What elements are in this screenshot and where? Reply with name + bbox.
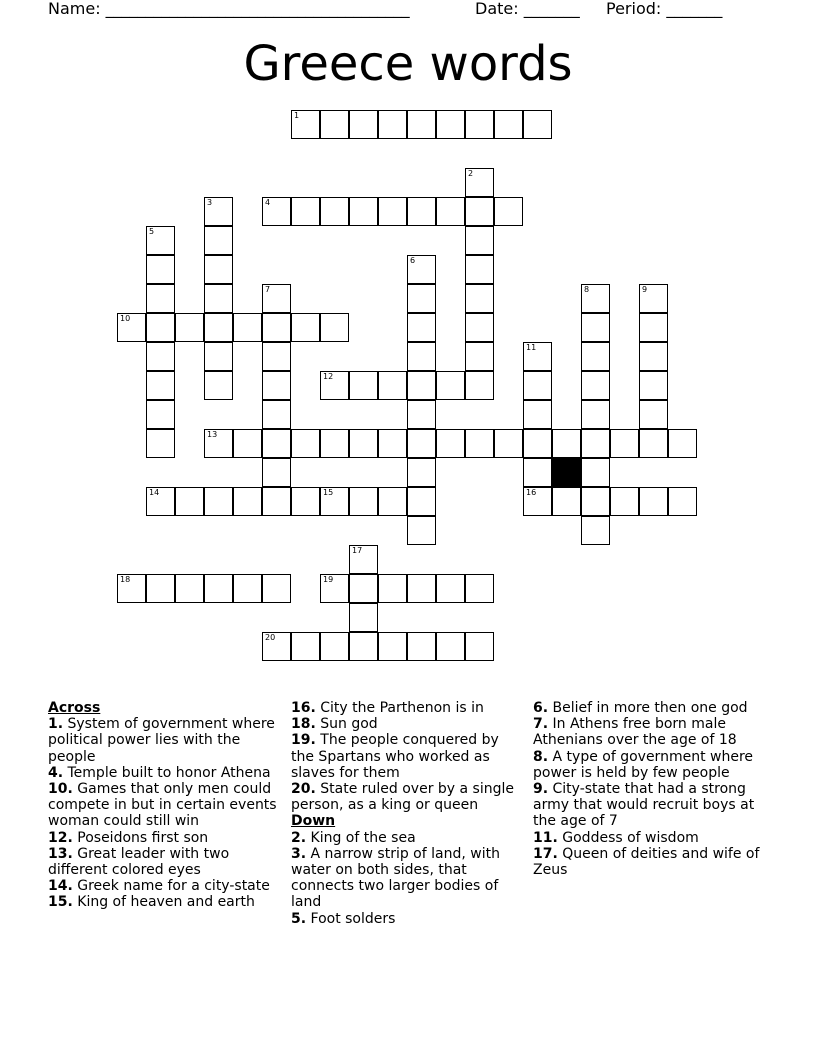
grid-cell[interactable] (494, 429, 523, 458)
grid-cell[interactable] (407, 574, 436, 603)
grid-cell[interactable] (320, 371, 349, 400)
period-field-label[interactable]: Period: _______ (606, 0, 723, 18)
clue-number: 18. (291, 716, 316, 733)
grid-cell[interactable] (233, 574, 262, 603)
grid-cell[interactable] (581, 458, 610, 487)
grid-cell[interactable] (581, 342, 610, 371)
grid-cell[interactable] (204, 226, 233, 255)
date-field-label[interactable]: Date: _______ (475, 0, 580, 18)
grid-cell[interactable] (552, 487, 581, 516)
grid-cell[interactable] (581, 400, 610, 429)
grid-cell[interactable] (291, 313, 320, 342)
grid-cell[interactable] (639, 284, 668, 313)
grid-cell[interactable] (204, 371, 233, 400)
grid-cell[interactable] (349, 574, 378, 603)
grid-cell[interactable] (117, 574, 146, 603)
grid-cell[interactable] (349, 603, 378, 632)
grid-cell[interactable] (465, 284, 494, 313)
grid-cell[interactable] (146, 371, 175, 400)
grid-cell[interactable] (291, 197, 320, 226)
cell-number: 19 (323, 575, 334, 584)
grid-cell[interactable] (146, 284, 175, 313)
header-line (48, 0, 788, 22)
puzzle-title: Greece words (243, 36, 573, 92)
grid-cell[interactable] (407, 197, 436, 226)
grid-cell[interactable] (262, 371, 291, 400)
grid-cell[interactable] (175, 487, 204, 516)
grid-cell[interactable] (204, 342, 233, 371)
clue-text: King of the sea (306, 829, 416, 846)
clue-number: 4. (48, 764, 64, 781)
clue-number: 16. (291, 700, 316, 716)
grid-cell[interactable] (262, 284, 291, 313)
down-clue (291, 911, 519, 927)
cell-number: 8 (584, 285, 590, 294)
grid-cell[interactable] (204, 574, 233, 603)
grid-cell[interactable] (233, 487, 262, 516)
cell-number: 15 (323, 488, 334, 497)
grid-cell[interactable] (465, 342, 494, 371)
grid-cell[interactable] (378, 197, 407, 226)
down-clue (533, 830, 765, 846)
grid-cell[interactable] (320, 313, 349, 342)
grid-cell[interactable] (407, 342, 436, 371)
grid-cell[interactable] (233, 429, 262, 458)
grid-cell[interactable] (465, 197, 494, 226)
grid-cell[interactable] (175, 574, 204, 603)
grid-cell[interactable] (581, 313, 610, 342)
grid-cell[interactable] (378, 429, 407, 458)
clue-text: A type of government where power is held by few people (533, 748, 754, 781)
clue-text: Queen of deities and wife of Zeus (533, 845, 760, 879)
grid-cell[interactable] (349, 429, 378, 458)
clue-number: 17. (533, 845, 558, 862)
across-clue (48, 830, 283, 846)
clue-number: 13. (48, 845, 73, 862)
grid-cell[interactable] (146, 487, 175, 516)
clue-text: Great leader with two different colored eyes (48, 845, 230, 879)
grid-cell[interactable] (378, 574, 407, 603)
grid-cell[interactable] (436, 574, 465, 603)
clue-column-1 (48, 700, 283, 911)
clue-text: City the Parthenon is in (315, 700, 484, 716)
grid-cell[interactable] (407, 313, 436, 342)
grid-cell[interactable] (204, 429, 233, 458)
grid-cell[interactable] (407, 255, 436, 284)
cell-number: 5 (149, 227, 155, 236)
grid-cell[interactable] (349, 197, 378, 226)
grid-cell[interactable] (523, 110, 552, 139)
grid-cell[interactable] (262, 574, 291, 603)
grid-cell[interactable] (262, 400, 291, 429)
grid-cell[interactable] (117, 313, 146, 342)
grid-cell[interactable] (436, 110, 465, 139)
cell-number: 13 (207, 430, 218, 439)
grid-cell[interactable] (204, 197, 233, 226)
grid-cell[interactable] (262, 313, 291, 342)
clue-number: 9. (533, 781, 549, 798)
clue-number: 19. (291, 732, 316, 749)
grid-cell[interactable] (175, 313, 204, 342)
grid-cell[interactable] (465, 313, 494, 342)
grid-cell[interactable] (146, 313, 175, 342)
grid-cell[interactable] (262, 342, 291, 371)
grid-cell[interactable] (407, 458, 436, 487)
grid-cell[interactable] (378, 632, 407, 661)
clue-number: 7. (533, 716, 549, 733)
cell-number: 16 (526, 488, 537, 497)
grid-cell[interactable] (262, 632, 291, 661)
down-clue (533, 781, 765, 830)
grid-cell[interactable] (581, 487, 610, 516)
clue-column-3 (533, 700, 765, 878)
grid-cell[interactable] (262, 458, 291, 487)
grid-cell[interactable] (639, 342, 668, 371)
grid-cell[interactable] (320, 197, 349, 226)
grid-cell[interactable] (233, 313, 262, 342)
clue-text: State ruled over by a single person, as a king or queen (291, 781, 515, 814)
cell-number: 4 (265, 198, 271, 207)
grid-cell[interactable] (552, 429, 581, 458)
clue-text: System of government where political power lies with the people (48, 716, 275, 765)
grid-cell[interactable] (523, 458, 552, 487)
clue-number: 6. (533, 700, 549, 716)
cell-number: 1 (294, 111, 300, 120)
clue-text: In Athens free born male Athenians over the age of 18 (533, 716, 737, 749)
cell-number: 6 (410, 256, 416, 265)
across-clue (48, 846, 283, 878)
grid-cell[interactable] (436, 371, 465, 400)
black-cell (552, 458, 581, 487)
cell-number: 17 (352, 546, 363, 555)
grid-cell[interactable] (581, 516, 610, 545)
cell-number: 10 (120, 314, 131, 323)
grid-cell[interactable] (349, 371, 378, 400)
grid-cell[interactable] (262, 197, 291, 226)
across-clue (48, 716, 283, 765)
grid-cell[interactable] (291, 429, 320, 458)
clue-text: The people conquered by the Spartans who worked as slaves for them (291, 732, 499, 781)
grid-cell[interactable] (523, 429, 552, 458)
grid-cell[interactable] (465, 255, 494, 284)
grid-cell[interactable] (523, 400, 552, 429)
grid-cell[interactable] (320, 110, 349, 139)
cell-number: 2 (468, 169, 474, 178)
grid-cell[interactable] (436, 429, 465, 458)
grid-cell[interactable] (291, 487, 320, 516)
grid-cell[interactable] (262, 429, 291, 458)
grid-cell[interactable] (523, 487, 552, 516)
grid-cell[interactable] (639, 400, 668, 429)
across-clue (291, 716, 519, 732)
grid-cell[interactable] (639, 313, 668, 342)
grid-cell[interactable] (320, 487, 349, 516)
clue-number: 15. (48, 894, 73, 911)
grid-cell[interactable] (378, 110, 407, 139)
grid-cell[interactable] (320, 429, 349, 458)
grid-cell[interactable] (581, 284, 610, 313)
grid-cell[interactable] (204, 255, 233, 284)
grid-cell[interactable] (349, 632, 378, 661)
grid-cell[interactable] (465, 632, 494, 661)
down-clue (291, 846, 519, 911)
grid-cell[interactable] (349, 110, 378, 139)
across-clue (48, 781, 283, 830)
clue-text: Poseidons first son (72, 829, 209, 846)
grid-cell[interactable] (407, 516, 436, 545)
clue-text: Temple built to honor Athena (63, 764, 271, 781)
down-clue (533, 749, 765, 781)
clue-number: 3. (291, 845, 307, 862)
clue-number: 5. (291, 910, 307, 927)
grid-cell[interactable] (349, 487, 378, 516)
grid-cell[interactable] (465, 371, 494, 400)
grid-cell[interactable] (639, 371, 668, 400)
grid-cell[interactable] (146, 429, 175, 458)
name-field-label[interactable]: Name: ______________________________________ (48, 0, 410, 18)
clue-text: Greek name for a city-state (72, 878, 270, 895)
down-clue (533, 716, 765, 748)
clue-number: 20. (291, 781, 316, 798)
cell-number: 12 (323, 372, 334, 381)
grid-cell[interactable] (262, 487, 291, 516)
down-clue (291, 830, 519, 846)
grid-cell[interactable] (465, 574, 494, 603)
grid-cell[interactable] (494, 197, 523, 226)
down-clue (533, 700, 765, 716)
grid-cell[interactable] (204, 313, 233, 342)
grid-cell[interactable] (146, 574, 175, 603)
cell-number: 11 (526, 343, 537, 352)
cell-number: 9 (642, 285, 648, 294)
clue-text: Foot solders (306, 910, 396, 927)
across-clue (48, 894, 283, 910)
grid-cell[interactable] (668, 487, 697, 516)
clue-text: City-state that had a strong army that would recruit boys at the age of 7 (533, 781, 755, 830)
cell-number: 18 (120, 575, 131, 584)
grid-cell[interactable] (494, 110, 523, 139)
across-clue (291, 781, 519, 813)
across-clue (291, 732, 519, 781)
grid-cell[interactable] (465, 429, 494, 458)
cell-number: 20 (265, 633, 276, 642)
clue-text: Goddess of wisdom (557, 829, 699, 846)
grid-cell[interactable] (378, 371, 407, 400)
cell-number: 7 (265, 285, 271, 294)
grid-cell[interactable] (639, 487, 668, 516)
grid-cell[interactable] (639, 429, 668, 458)
grid-cell[interactable] (146, 255, 175, 284)
grid-cell[interactable] (523, 342, 552, 371)
grid-cell[interactable] (204, 487, 233, 516)
grid-cell[interactable] (407, 487, 436, 516)
clue-text: Belief in more then one god (548, 700, 748, 716)
grid-cell[interactable] (668, 429, 697, 458)
grid-cell[interactable] (291, 110, 320, 139)
grid-cell[interactable] (146, 226, 175, 255)
grid-cell[interactable] (436, 632, 465, 661)
grid-cell[interactable] (407, 632, 436, 661)
clue-number: 2. (291, 829, 307, 846)
grid-cell[interactable] (581, 429, 610, 458)
clue-text: A narrow strip of land, with water on both sides, that connects two larger bodies of land (291, 845, 500, 911)
grid-cell[interactable] (291, 632, 320, 661)
grid-cell[interactable] (465, 168, 494, 197)
grid-cell[interactable] (581, 371, 610, 400)
grid-cell[interactable] (349, 545, 378, 574)
grid-cell[interactable] (610, 487, 639, 516)
grid-cell[interactable] (320, 632, 349, 661)
across-clue (291, 700, 519, 716)
grid-cell[interactable] (378, 487, 407, 516)
grid-cell[interactable] (407, 284, 436, 313)
clue-number: 14. (48, 878, 73, 895)
grid-cell[interactable] (465, 110, 494, 139)
grid-cell[interactable] (523, 371, 552, 400)
grid-cell[interactable] (436, 197, 465, 226)
cell-number: 14 (149, 488, 160, 497)
grid-cell[interactable] (320, 574, 349, 603)
across-clue (48, 878, 283, 894)
cell-number: 3 (207, 198, 213, 207)
clue-text: Games that only men could compete in but in certain events woman could still win (48, 781, 277, 830)
grid-cell[interactable] (407, 429, 436, 458)
grid-cell[interactable] (146, 342, 175, 371)
clue-text: King of heaven and earth (72, 894, 255, 911)
clue-column-2 (291, 700, 519, 927)
clue-number: 8. (533, 748, 549, 765)
clue-number: 11. (533, 829, 558, 846)
clue-text: Sun god (315, 716, 378, 733)
clue-number: 12. (48, 829, 73, 846)
grid-cell[interactable] (610, 429, 639, 458)
grid-cell[interactable] (407, 110, 436, 139)
grid-cell[interactable] (407, 400, 436, 429)
grid-cell[interactable] (204, 284, 233, 313)
grid-cell[interactable] (146, 400, 175, 429)
down-heading: Down (291, 813, 336, 830)
grid-cell[interactable] (407, 371, 436, 400)
grid-cell[interactable] (465, 226, 494, 255)
across-heading: Across (48, 700, 101, 716)
clue-number: 1. (48, 716, 64, 733)
down-clue (533, 846, 765, 878)
clue-number: 10. (48, 781, 73, 798)
across-clue (48, 765, 283, 781)
